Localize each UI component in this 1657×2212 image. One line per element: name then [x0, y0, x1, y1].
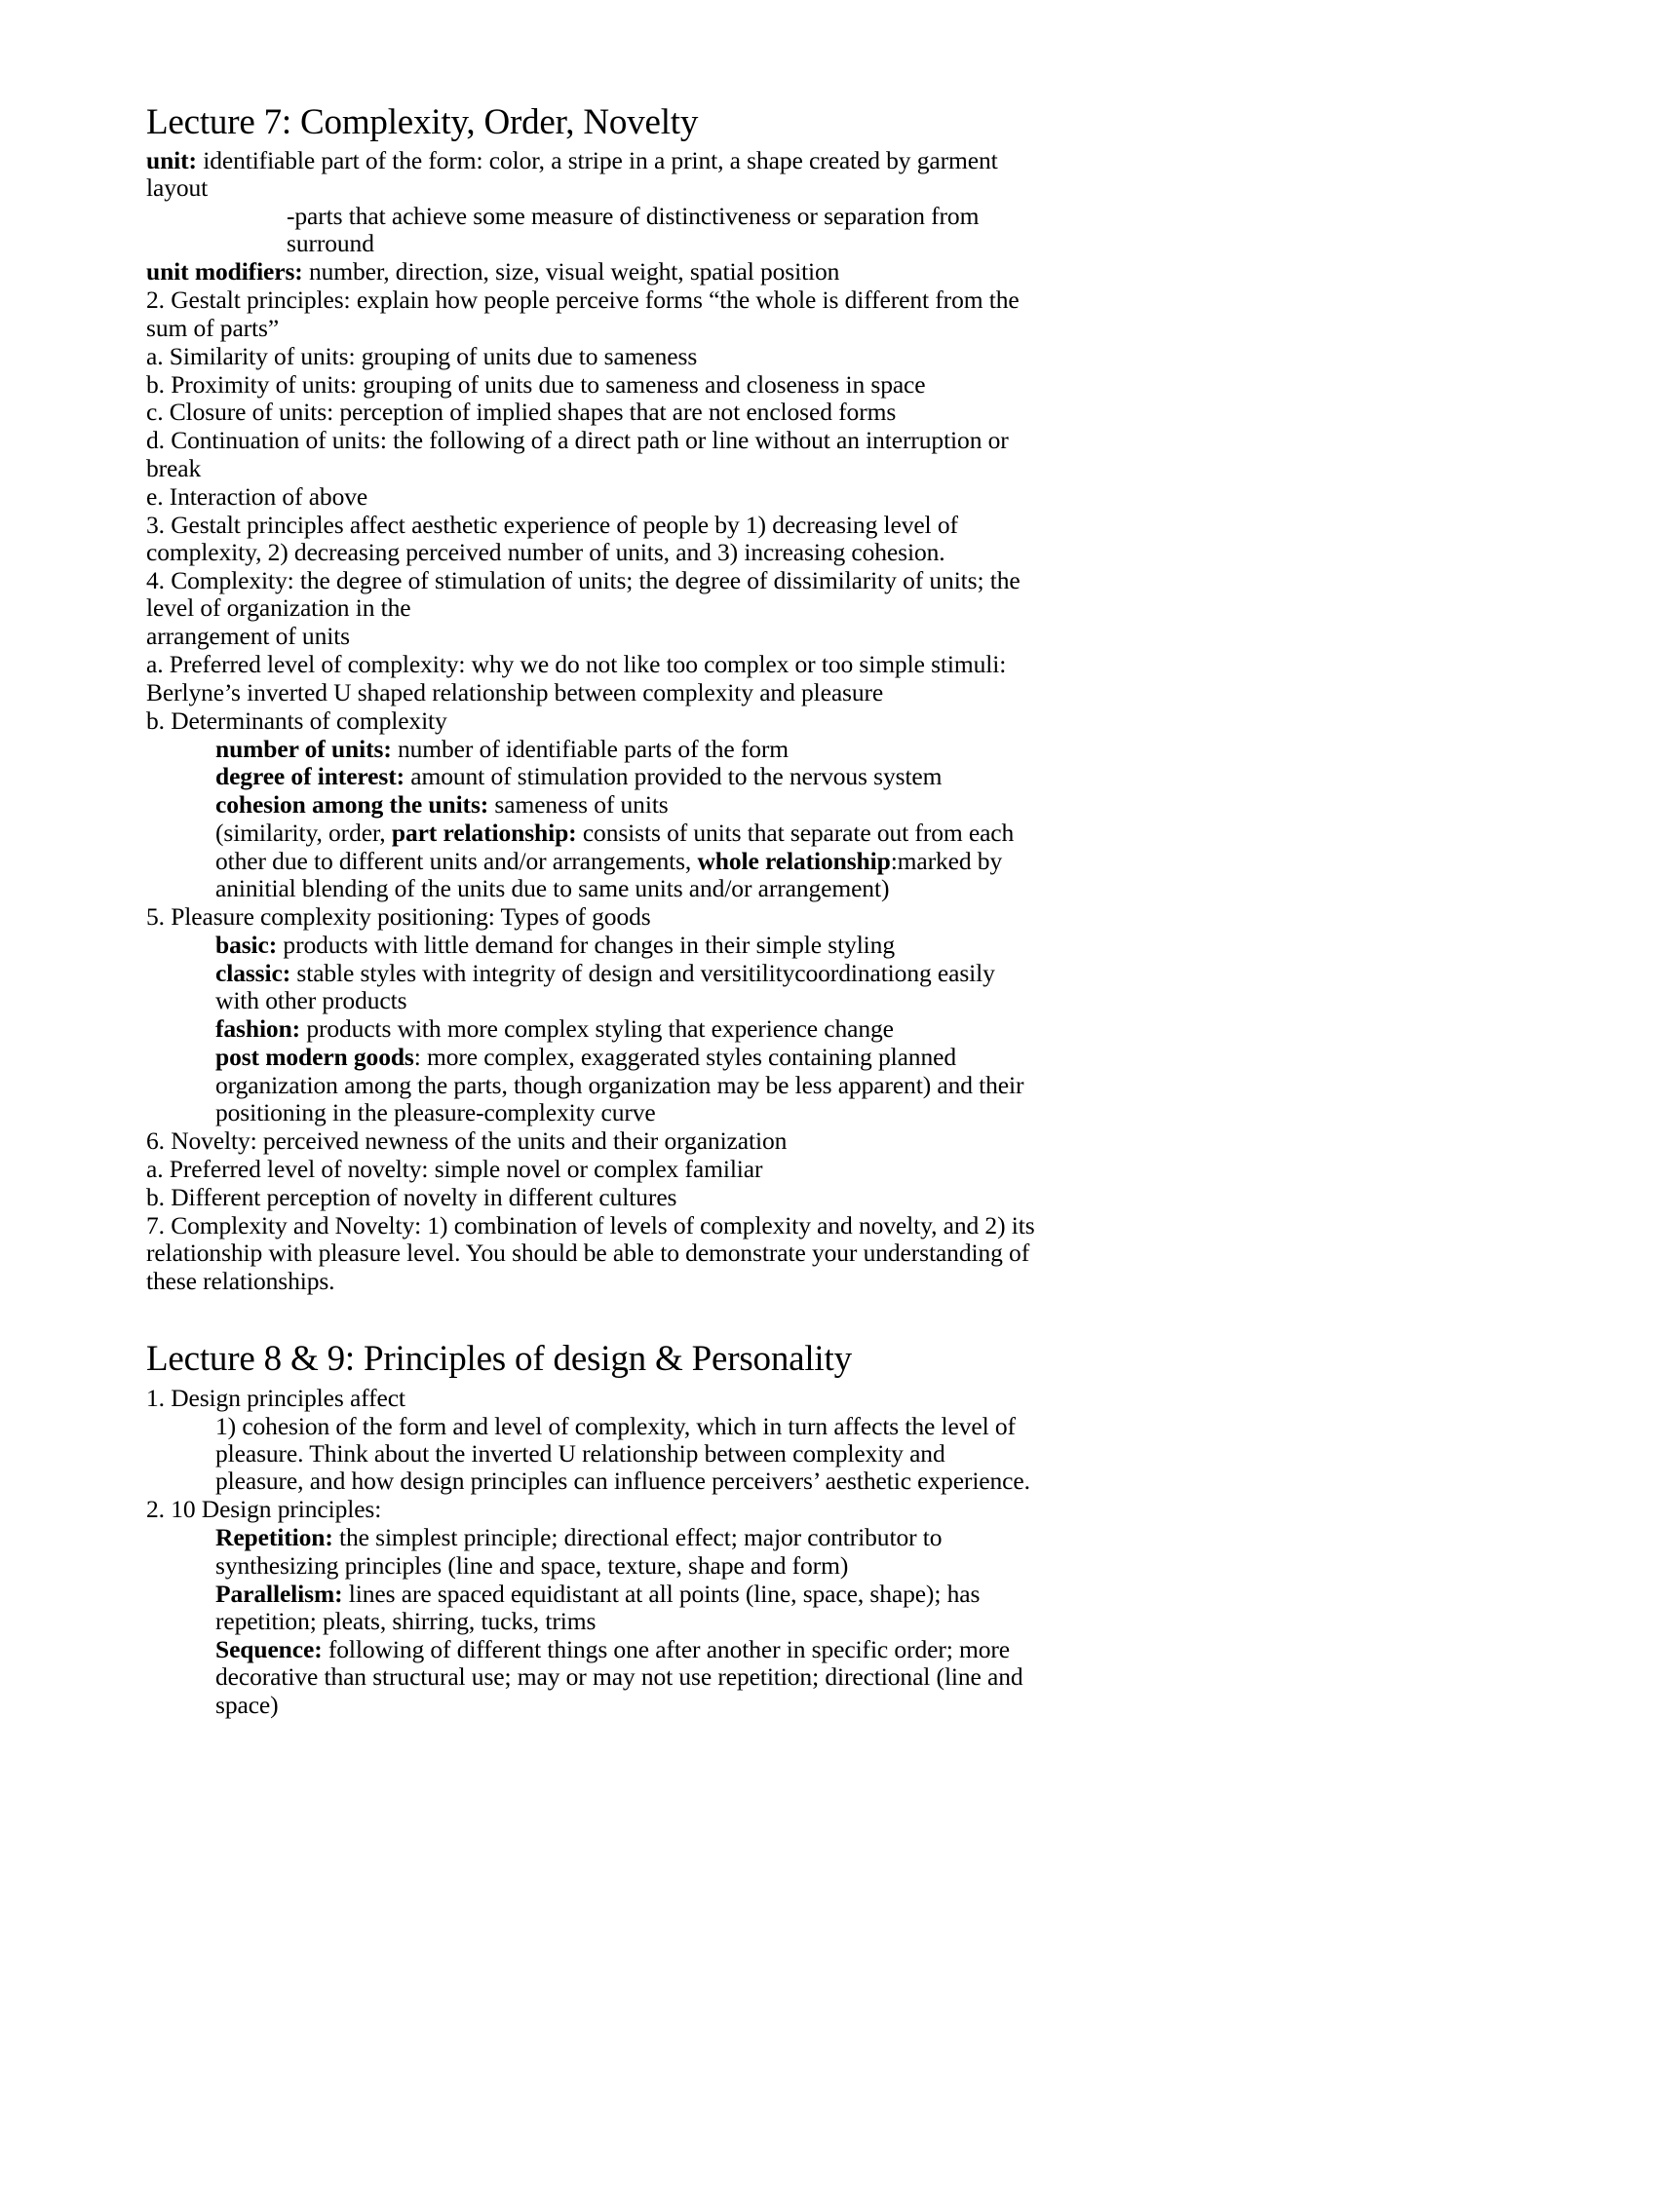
gestalt-effect-line: 3. Gestalt principles affect aesthetic experience of people by 1) decreasing level of complexity, 2) decreasing perceived number of units, and 3) increasing cohesion.: [146, 510, 958, 567]
complexity-definition-line: 4. Complexity: the degree of stimulation of units; the degree of dissimilarity of units; the level of organization in the: [146, 565, 1021, 623]
post-modern-goods-line: [215, 1044, 1038, 1126]
classic-goods-line: [215, 960, 1038, 1015]
number-of-units-line: [215, 736, 1038, 763]
preferred-novelty-line: a. Preferred level of novelty: simple novel or complex familiar: [146, 1154, 763, 1183]
design-principles-affect-line: 1. Design principles affect: [146, 1383, 405, 1412]
cohesion-among-units-line: [215, 791, 1038, 819]
unit-modifiers-label: unit modifiers:: [146, 257, 303, 286]
whole-relationship-text: :marked by aninitial blending of the units due to same units and/or arrangement): [215, 846, 1003, 903]
fashion-label: fashion:: [215, 1014, 301, 1044]
document-body: [146, 101, 1038, 1719]
unit-definition-line: [146, 147, 1038, 203]
fashion-goods-line: [215, 1015, 1038, 1043]
gestalt-similarity-line: a. Similarity of units: grouping of units due to sameness: [146, 341, 698, 370]
degree-of-interest-label: degree of interest:: [215, 762, 405, 791]
classic-label: classic:: [215, 958, 291, 987]
classic-text: stable styles with integrity of design and versitilitycoordinationg easily with other products: [215, 958, 995, 1015]
part-relationship-label: part relationship:: [391, 819, 577, 848]
repetition-text: the simplest principle; directional effect; major contributor to synthesizing principles (line and space, texture, shape and form): [215, 1523, 943, 1580]
lecture-8-9-title: Lecture 8 & 9: Principles of design & Personality: [146, 1338, 852, 1379]
sequence-text: following of different things one after another in specific order; more decorative than structural use; may or may not use repetition; directional (line and space): [215, 1634, 1023, 1719]
post-modern-text: : more complex, exaggerated styles containing planned organization among the parts, though organization may be less apparent) and their positioning in the pleasure-complexity curve: [215, 1043, 1024, 1126]
gestalt-interaction-line: e. Interaction of above: [146, 481, 368, 511]
gestalt-closure-line: c. Closure of units: perception of implied shapes that are not enclosed forms: [146, 398, 897, 427]
design-principles-affect-detail-line: 1) cohesion of the form and level of complexity, which in turn affects the level of pleasure. Think about the inverted U relationship between complexity and pleasure, and how design principles can influence perceivers’ aesthetic experience.: [215, 1411, 1030, 1496]
parallelism-principle-line: [215, 1581, 1038, 1636]
cohesion-label: cohesion among the units:: [215, 790, 489, 820]
number-of-units-label: number of units:: [215, 734, 392, 763]
degree-of-interest-text: amount of stimulation provided to the nervous system: [405, 762, 943, 791]
unit-modifiers-line: [146, 258, 1038, 286]
determinants-complexity-line: b. Determinants of complexity: [146, 706, 447, 735]
number-of-units-text: number of identifiable parts of the form: [391, 734, 790, 763]
parallelism-text: lines are spaced equidistant at all points (line, space, shape); has repetition; pleats, shirring, tucks, trims: [215, 1579, 981, 1635]
lecture-7-title: Lecture 7: Complexity, Order, Novelty: [146, 102, 699, 142]
novelty-definition-line: 6. Novelty: perceived newness of the units and their organization: [146, 1125, 788, 1155]
gestalt-continuation-line: d. Continuation of units: the following of a direct path or line without an interruption or break: [146, 426, 1009, 482]
part-whole-relationship-line: [215, 820, 1038, 902]
parallelism-label: Parallelism:: [215, 1579, 343, 1608]
relationship-prefix: (similarity, order,: [215, 819, 392, 848]
unit-label: unit:: [146, 145, 197, 174]
ten-design-principles-line: 2. 10 Design principles:: [146, 1495, 382, 1524]
repetition-label: Repetition:: [215, 1523, 333, 1552]
unit-subnote-line: -parts that achieve some measure of distinctiveness or separation from surround: [287, 202, 980, 258]
complexity-novelty-line: 7. Complexity and Novelty: 1) combination of levels of complexity and novelty, and 2) its relationship with pleasure level. You should be able to demonstrate your understanding of these relationships.: [146, 1210, 1035, 1295]
sequence-label: Sequence:: [215, 1634, 323, 1663]
basic-label: basic:: [215, 930, 278, 959]
basic-goods-line: [215, 932, 1038, 959]
gestalt-proximity-line: b. Proximity of units: grouping of units due to sameness and closeness in space: [146, 369, 926, 399]
whole-relationship-label: whole relationship: [697, 846, 891, 875]
repetition-principle-line: [215, 1524, 1038, 1580]
degree-of-interest-line: [215, 763, 1038, 790]
novelty-cultures-line: b. Different perception of novelty in different cultures: [146, 1182, 677, 1211]
gestalt-principles-line: 2. Gestalt principles: explain how people perceive forms “the whole is different from the sum of parts”: [146, 286, 1020, 342]
fashion-text: products with more complex styling that experience change: [300, 1014, 894, 1044]
unit-text: identifiable part of the form: color, a stripe in a print, a shape created by garment layout: [146, 145, 998, 203]
part-relationship-text: consists of units that separate out from each other due to different units and/or arrangements,: [215, 819, 1015, 875]
basic-text: products with little demand for changes in their simple styling: [277, 930, 895, 959]
complexity-definition-continued-line: arrangement of units: [146, 622, 351, 651]
preferred-complexity-line: a. Preferred level of complexity: why we do not like too complex or too simple stimuli: Berlyne’s inverted U shaped relationship between complexity and pleasure: [146, 650, 1007, 706]
post-modern-label: post modern goods: [215, 1043, 414, 1072]
sequence-principle-line: [215, 1636, 1038, 1719]
pleasure-complexity-positioning-line: 5. Pleasure complexity positioning: Types of goods: [146, 902, 651, 932]
cohesion-text: sameness of units: [488, 790, 669, 820]
unit-modifiers-text: number, direction, size, visual weight, spatial position: [302, 257, 840, 286]
